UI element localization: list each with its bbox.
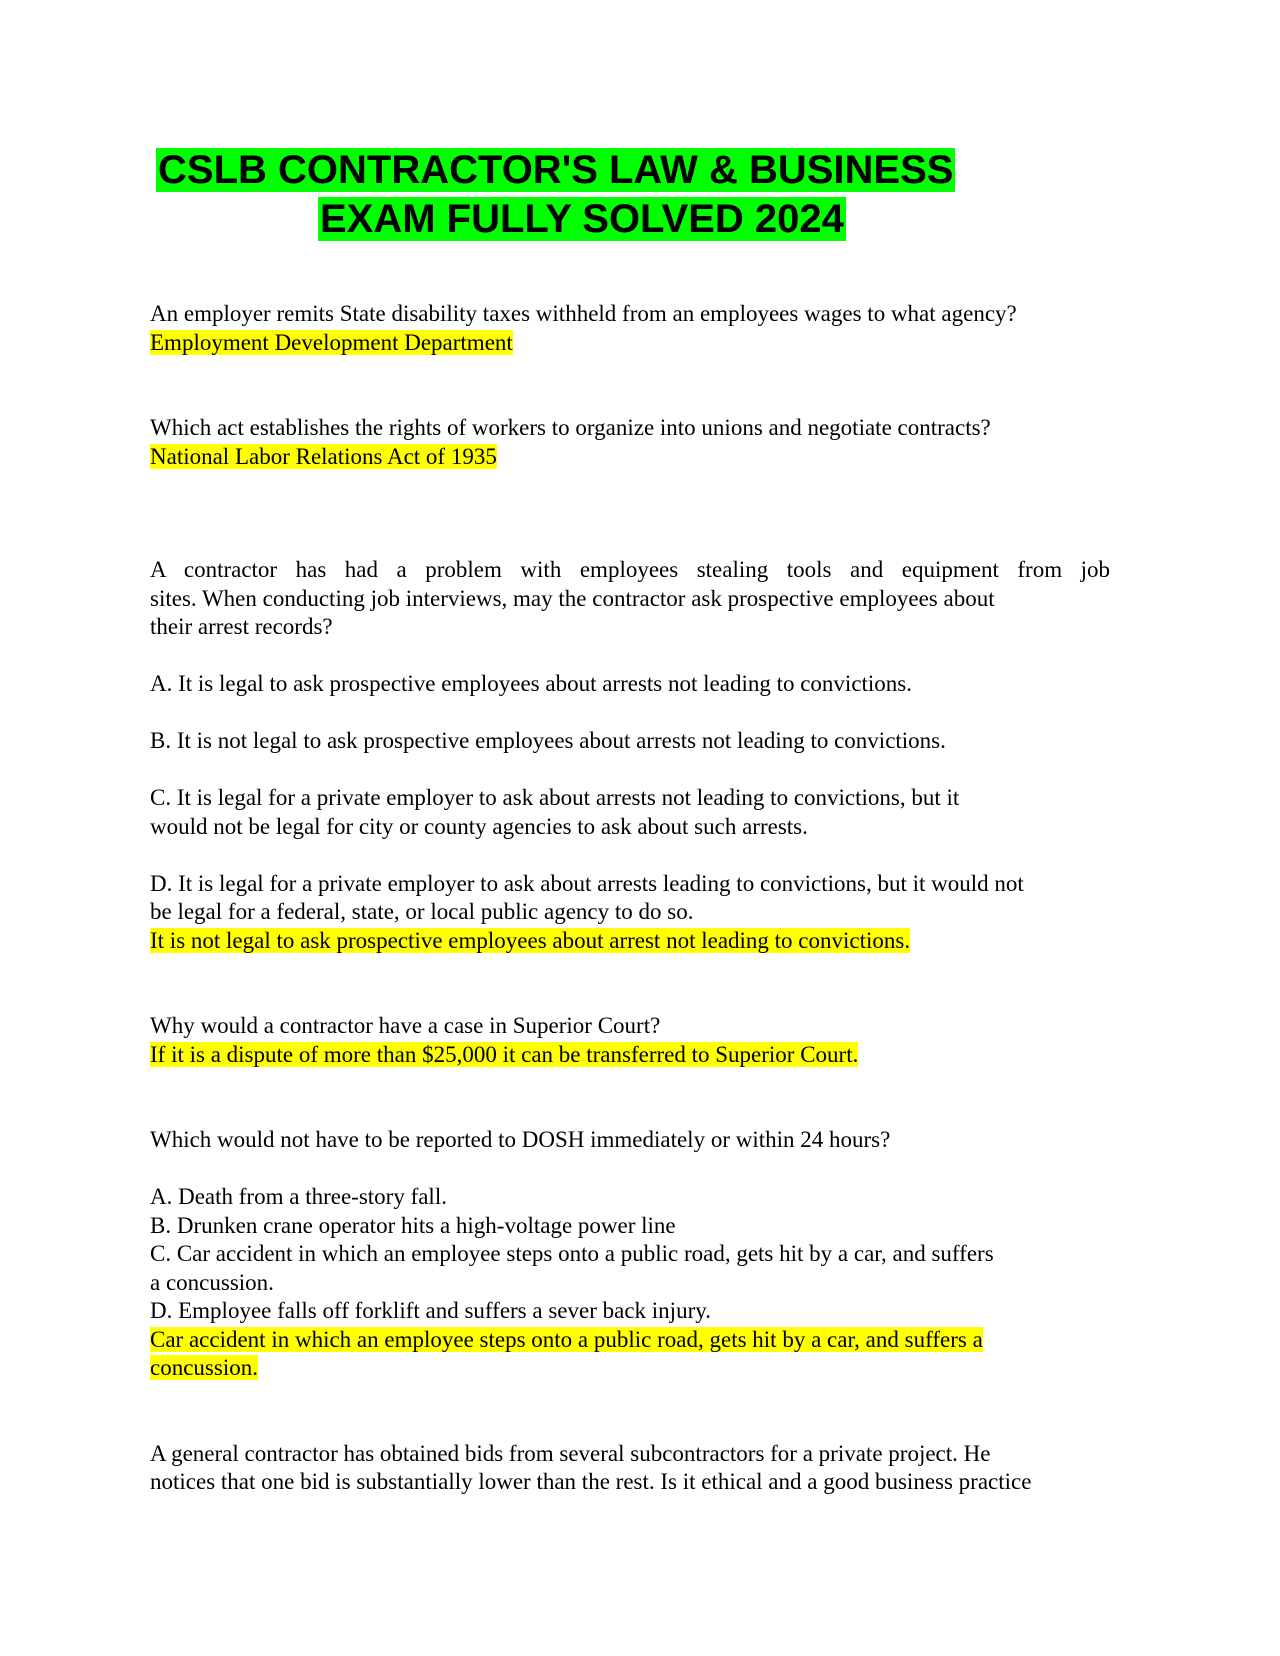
title-text-1: CSLB CONTRACTOR'S LAW & BUSINESS — [158, 148, 954, 192]
question-text: Which act establishes the rights of workers to organize into unions and negotiate contracts? — [150, 415, 991, 440]
question-block-5 — [150, 1126, 1110, 1383]
question-block-2 — [150, 414, 1110, 471]
option-d: D. Employee falls off forklift and suffers a sever back injury. — [150, 1298, 711, 1323]
option-d-continued: be legal for a federal, state, or local public agency to do so. — [150, 899, 694, 924]
answer-highlight: If it is a dispute of more than $25,000 it can be transferred to Superior Court. — [150, 1041, 859, 1067]
option-c: C. It is legal for a private employer to ask about arrests not leading to convictions, but it — [150, 785, 960, 810]
answer-highlight: It is not legal to ask prospective employees about arrest not leading to convictions. — [150, 927, 911, 953]
question-text: Why would a contractor have a case in Superior Court? — [150, 1013, 661, 1038]
title-line-1 — [0, 146, 1280, 195]
question-block-6 — [150, 1440, 1110, 1497]
answer-highlight: National Labor Relations Act of 1935 — [150, 443, 497, 469]
option-b: B. It is not legal to ask prospective employees about arrests not leading to convictions. — [150, 728, 946, 753]
question-text: A contractor has had a problem with employees stealing tools and equipment from job — [150, 557, 1110, 582]
option-b: B. Drunken crane operator hits a high-voltage power line — [150, 1212, 676, 1238]
question-text: Which would not have to be reported to DOSH immediately or within 24 hours? — [150, 1127, 891, 1152]
question-block-3 — [150, 556, 1110, 955]
question-text-continued: notices that one bid is substantially lower than the rest. Is it ethical and a good business practice — [150, 1469, 1032, 1494]
option-a: A. It is legal to ask prospective employees about arrests not leading to convictions. — [150, 671, 913, 696]
option-c-continued: a concussion. — [150, 1269, 274, 1295]
option-c: C. Car accident in which an employee steps onto a public road, gets hit by a car, and suffers — [150, 1241, 994, 1266]
document-title — [0, 146, 1280, 244]
option-a: A. Death from a three-story fall. — [150, 1184, 447, 1209]
title-text-2: EXAM FULLY SOLVED 2024 — [320, 197, 844, 241]
question-block-1 — [150, 300, 1110, 357]
question-text: An employer remits State disability taxes withheld from an employees wages to what agency? — [150, 301, 1017, 326]
option-c-continued: would not be legal for city or county agencies to ask about such arrests. — [150, 813, 808, 839]
question-text: A general contractor has obtained bids from several subcontractors for a private project. He — [150, 1440, 991, 1466]
question-text: their arrest records? — [150, 614, 333, 639]
answer-highlight-continued: concussion. — [150, 1355, 258, 1380]
question-text: sites. When conducting job interviews, may the contractor ask prospective employees about — [150, 585, 995, 611]
question-block-4 — [150, 1012, 1110, 1069]
title-line-2 — [0, 195, 1280, 244]
document-body — [150, 300, 1110, 1497]
answer-highlight: Car accident in which an employee steps onto a public road, gets hit by a car, and suffers a — [150, 1326, 983, 1352]
answer-highlight: Employment Development Department — [150, 329, 513, 355]
option-d: D. It is legal for a private employer to ask about arrests leading to convictions, but it would not — [150, 870, 1024, 896]
